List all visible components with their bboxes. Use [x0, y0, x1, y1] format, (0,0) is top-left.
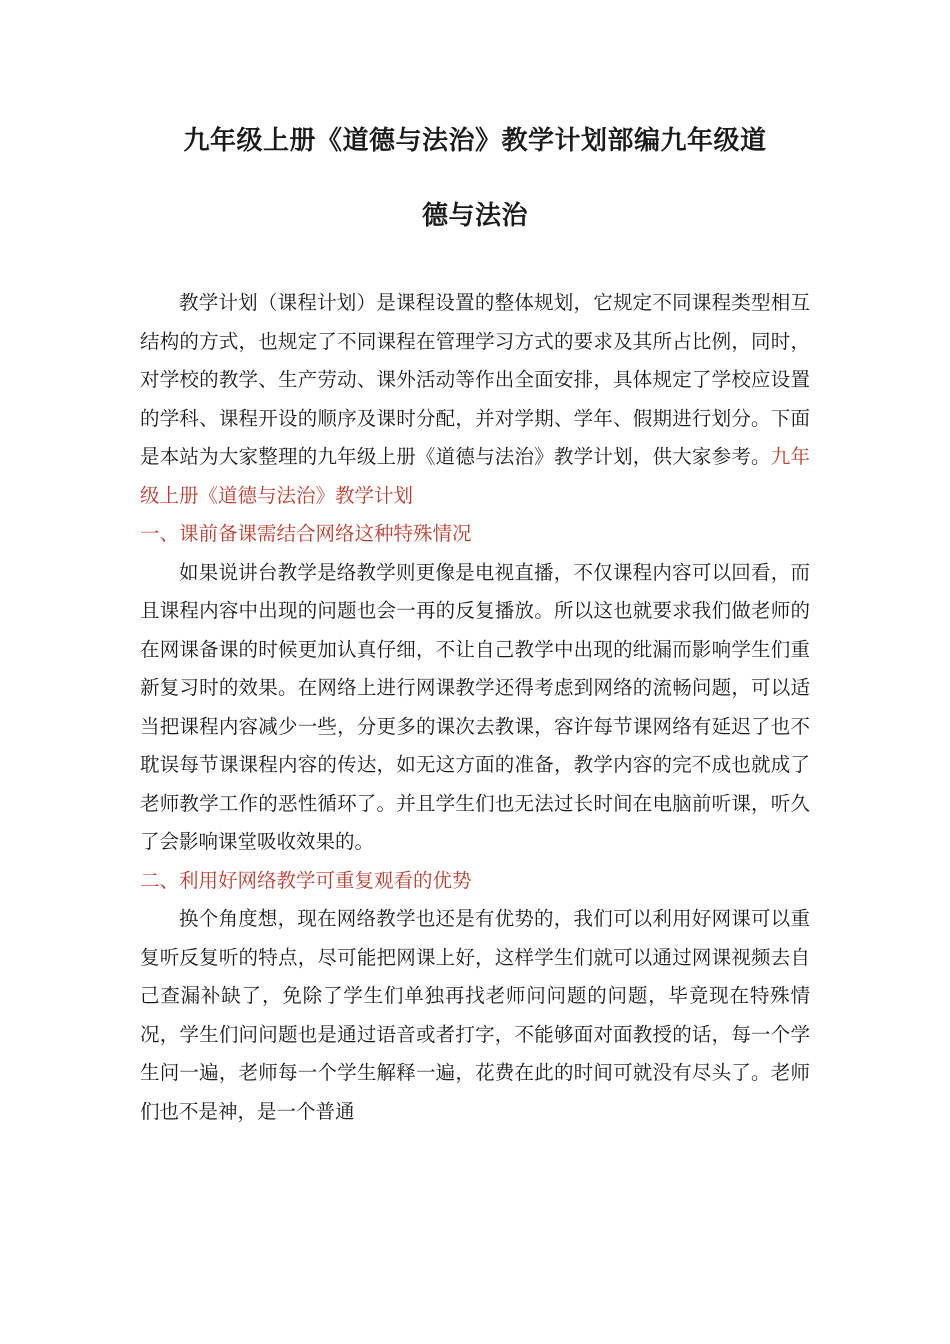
- document-title-line-1: 九年级上册《道德与法治》教学计划部编九年级道: [183, 126, 767, 156]
- intro-text: 教学计划（课程计划）是课程设置的整体规划，它规定不同课程类型相互结构的方式，也规定了不同课程在管理学习方式的要求及其所占比例，同时，对学校的教学、生产劳动、课外活动等作出全面安排，具体规定了学校应设置的学科、课程开设的顺序及课时分配，并对学期、学年、假期进行划分。下面是本站为大家整理的九年级上册《道德与法治》教学计划，供大家参考。: [140, 291, 810, 468]
- section-2-paragraph: 换个角度想，现在网络教学也还是有优势的，我们可以利用好网课可以重复听反复听的特点，尽可能把网课上好，这样学生们就可以通过网课视频去自己查漏补缺了，免除了学生们单独再找老师问问题的问题，毕竟现在特殊情况，学生们问问题也是通过语音或者打字，不能够面对面教授的话，每一个学生问一遍，老师每一个学生解释一遍，花费在此的时间可就没有尽头了。老师们也不是神，是一个普通: [140, 907, 810, 1123]
- section-2-heading: 二、利用好网络教学可重复观看的优势: [140, 868, 472, 892]
- document-body: [140, 284, 810, 1131]
- intro-paragraph: [140, 284, 810, 515]
- section-1-paragraph: 如果说讲台教学是络教学则更像是电视直播，不仅课程内容可以回看，而且课程内容中出现的问题也会一再的反复播放。所以这也就要求我们做老师的在网课备课的时候更加认真仔细，不让自己教学中出现的纰漏而影响学生们重新复习时的效果。在网络上进行网课教学还得考虑到网络的流畅问题，可以适当把课程内容减少一些，分更多的课次去教课，容许每节课网络有延迟了也不耽误每节课课程内容的传达，如无这方面的准备，教学内容的完不成也就成了老师教学工作的恶性循环了。并且学生们也无法过长时间在电脑前听课，听久了会影响课堂吸收效果的。: [140, 560, 810, 853]
- intro-link[interactable]: 九年级上册《道德与法治》教学计划: [140, 445, 810, 507]
- section-1-heading: 一、课前备课需结合网络这种特殊情况: [140, 522, 472, 545]
- document-title-line-2: 德与法治: [421, 201, 528, 231]
